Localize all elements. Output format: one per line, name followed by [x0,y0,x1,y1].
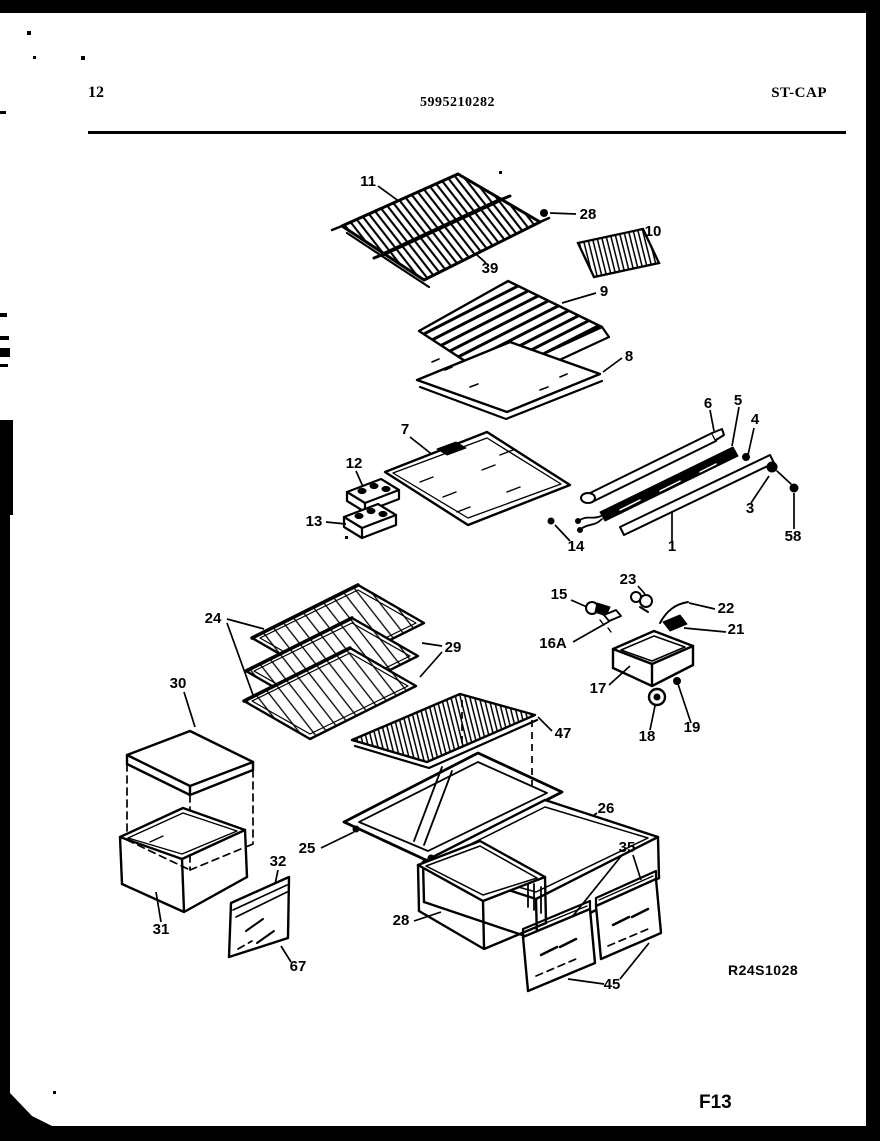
callout-3: 3 [745,500,755,517]
callout-22: 22 [717,600,735,617]
callout-45: 45 [603,976,621,993]
callout-23: 23 [619,571,637,588]
callout-15: 15 [550,586,568,603]
callout-14: 14 [567,538,585,555]
callout-19: 19 [683,719,701,736]
callout-67: 67 [289,958,307,975]
callout-7: 7 [400,421,410,438]
document-number: 5995210282 [420,95,495,110]
callout-24: 24 [204,610,222,627]
callout-18: 18 [638,728,656,745]
page-label: F13 [699,1092,732,1113]
callout-32: 32 [269,853,287,870]
callout-5: 5 [733,392,743,409]
callout-12: 12 [345,455,363,472]
part-glass-shelves [244,585,424,739]
callout-17: 17 [589,680,607,697]
callout-9: 9 [599,283,609,300]
callout-28-top: 28 [579,206,597,223]
figure-code: R24S1028 [728,962,799,978]
callout-6: 6 [703,395,713,412]
part-partition-screw [548,518,555,525]
callout-21: 21 [727,621,745,638]
callout-10: 10 [644,223,662,240]
section-code: ST-CAP [771,85,827,101]
part-support-brackets [344,479,399,538]
callout-26: 26 [597,800,615,817]
callout-4: 4 [750,411,760,428]
callout-35: 35 [618,839,636,856]
page-number: 12 [88,84,104,101]
part-storage-pan [120,808,247,912]
callout-29: 29 [444,639,462,656]
callout-47: 47 [554,725,572,742]
callout-8: 8 [624,348,634,365]
callout-58: 58 [784,528,802,545]
callout-31: 31 [152,921,170,938]
part-wire-shelf [332,174,549,287]
callout-13: 13 [305,513,323,530]
callout-16a: 16A [539,635,567,652]
part-pan-front [229,877,289,957]
callout-39: 39 [481,260,499,277]
callout-30: 30 [169,675,187,692]
part-shelf-screw [540,209,548,217]
callout-25: 25 [298,840,316,857]
part-partition-panel [385,432,570,525]
callout-1: 1 [667,538,677,555]
callout-28-drawer: 28 [392,912,410,929]
callout-11: 11 [360,173,376,190]
